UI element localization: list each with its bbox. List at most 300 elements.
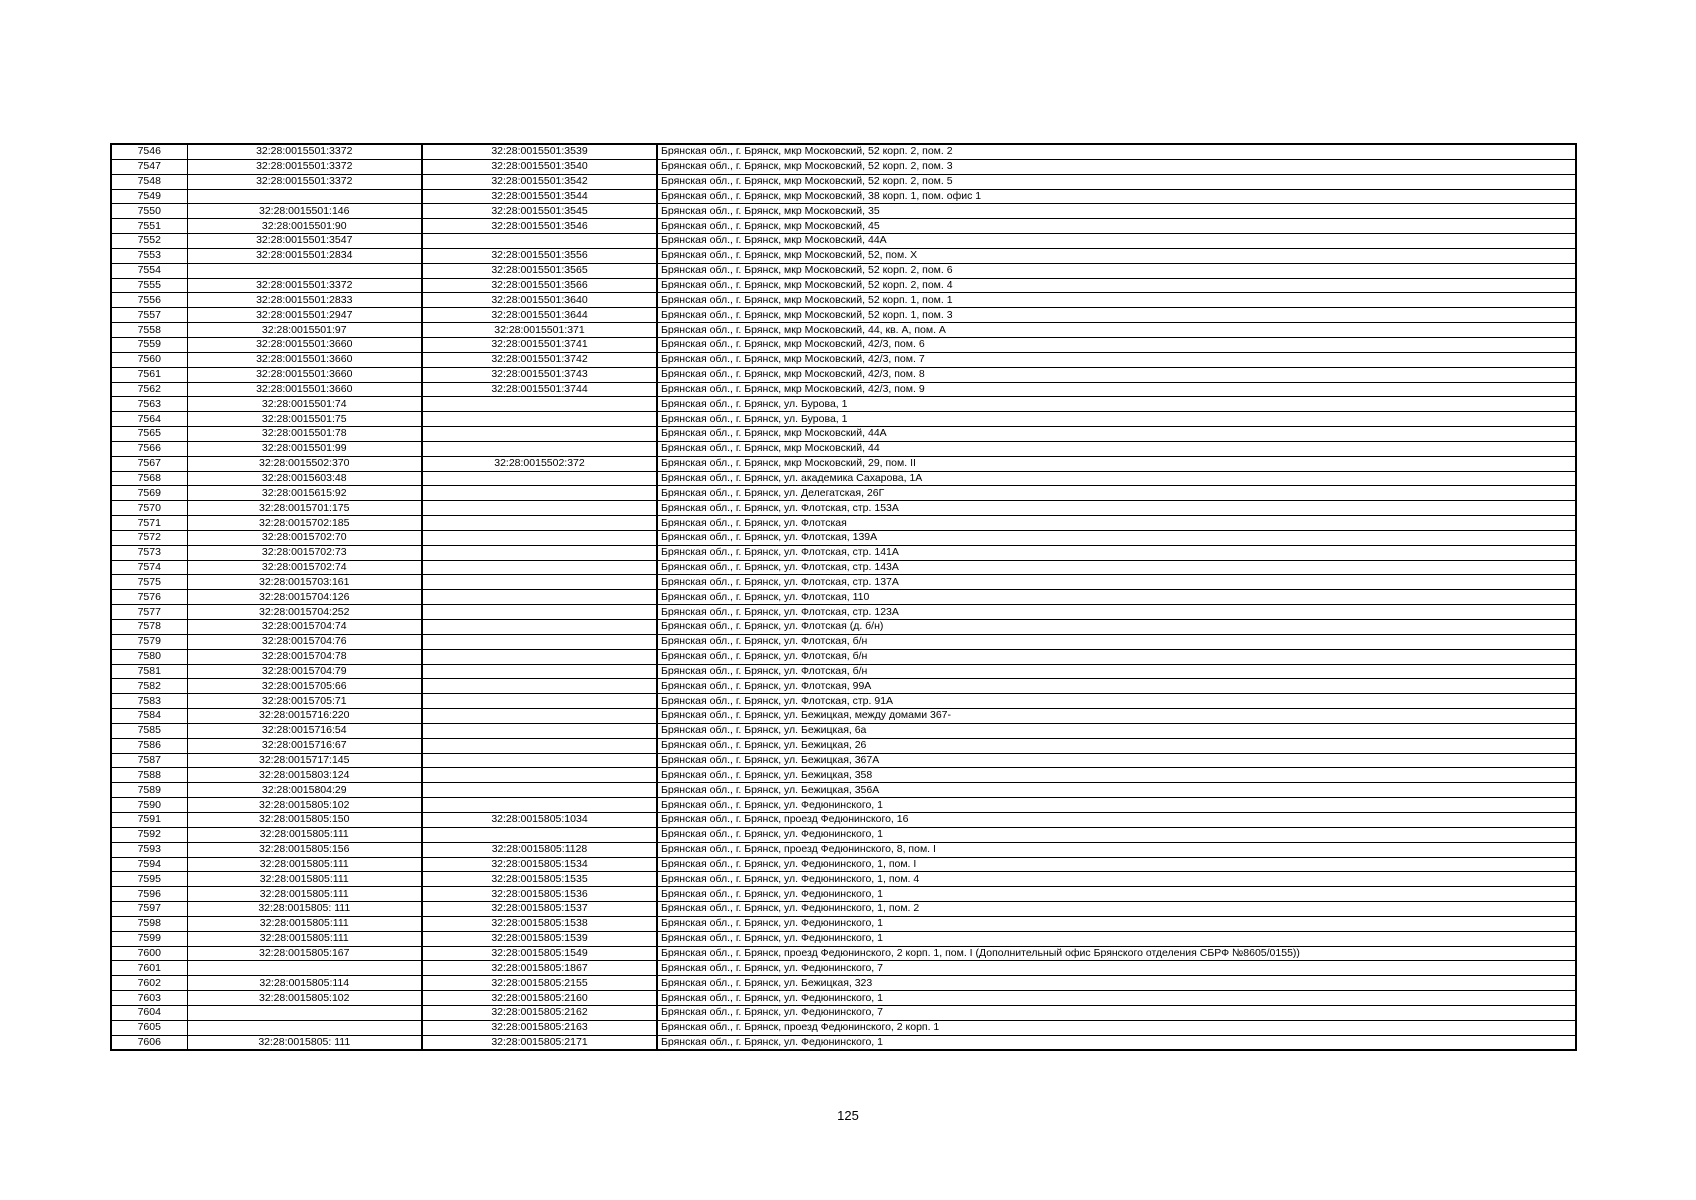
table-row	[111, 946, 1576, 961]
row-number-cell: 7596	[111, 887, 187, 902]
object-number-cell	[422, 723, 657, 738]
row-number-cell: 7570	[111, 501, 187, 516]
table-row	[111, 664, 1576, 679]
row-number-cell: 7586	[111, 738, 187, 753]
object-number-cell	[422, 783, 657, 798]
object-number-cell: 32:28:0015805:2160	[422, 991, 657, 1006]
row-number-cell: 7581	[111, 664, 187, 679]
address-cell: Брянская обл., г. Брянск, ул. Флотская	[657, 516, 1576, 531]
address-cell: Брянская обл., г. Брянск, мкр Московский, 35	[657, 204, 1576, 219]
row-number-cell: 7578	[111, 620, 187, 635]
address-cell: Брянская обл., г. Брянск, проезд Федюнинского, 2 корп. 1	[657, 1020, 1576, 1035]
row-number-cell: 7592	[111, 827, 187, 842]
row-number-cell: 7587	[111, 753, 187, 768]
object-number-cell	[422, 575, 657, 590]
table-row	[111, 382, 1576, 397]
parcel-number-cell: 32:28:0015501:3660	[187, 352, 422, 367]
table-row	[111, 248, 1576, 263]
row-number-cell: 7589	[111, 783, 187, 798]
parcel-number-cell: 32:28:0015805:111	[187, 872, 422, 887]
table-row	[111, 323, 1576, 338]
row-number-cell: 7548	[111, 174, 187, 189]
table-row	[111, 159, 1576, 174]
address-cell: Брянская обл., г. Брянск, ул. Федюнинского, 7	[657, 961, 1576, 976]
row-number-cell: 7550	[111, 204, 187, 219]
address-cell: Брянская обл., г. Брянск, ул. Федюнинского, 1	[657, 991, 1576, 1006]
address-cell: Брянская обл., г. Брянск, ул. Федюнинского, 1	[657, 1035, 1576, 1050]
parcel-number-cell: 32:28:0015501:3372	[187, 278, 422, 293]
table-row	[111, 471, 1576, 486]
address-cell: Брянская обл., г. Брянск, ул. Флотская, стр. 143А	[657, 560, 1576, 575]
address-cell: Брянская обл., г. Брянск, мкр Московский, 42/3, пом. 9	[657, 382, 1576, 397]
parcel-number-cell	[187, 189, 422, 204]
object-number-cell: 32:28:0015805:1536	[422, 887, 657, 902]
address-cell: Брянская обл., г. Брянск, ул. Бежицкая, 356А	[657, 783, 1576, 798]
row-number-cell: 7583	[111, 694, 187, 709]
row-number-cell: 7556	[111, 293, 187, 308]
row-number-cell: 7557	[111, 308, 187, 323]
object-number-cell: 32:28:0015805:1128	[422, 842, 657, 857]
table-row	[111, 916, 1576, 931]
address-cell: Брянская обл., г. Брянск, мкр Московский, 52 корп. 2, пом. 3	[657, 159, 1576, 174]
table-row	[111, 1005, 1576, 1020]
parcel-number-cell: 32:28:0015805:102	[187, 991, 422, 1006]
row-number-cell: 7565	[111, 427, 187, 442]
address-cell: Брянская обл., г. Брянск, мкр Московский, 52 корп. 2, пом. 4	[657, 278, 1576, 293]
object-number-cell: 32:28:0015805:1549	[422, 946, 657, 961]
address-cell: Брянская обл., г. Брянск, мкр Московский, 45	[657, 219, 1576, 234]
parcel-number-cell: 32:28:0015716:220	[187, 709, 422, 724]
object-number-cell: 32:28:0015501:3544	[422, 189, 657, 204]
object-number-cell: 32:28:0015501:3741	[422, 337, 657, 352]
table-row	[111, 991, 1576, 1006]
object-number-cell	[422, 560, 657, 575]
registry-table-body	[111, 144, 1576, 1050]
row-number-cell: 7554	[111, 263, 187, 278]
row-number-cell: 7600	[111, 946, 187, 961]
address-cell: Брянская обл., г. Брянск, ул. Федюнинского, 1	[657, 827, 1576, 842]
table-row	[111, 219, 1576, 234]
address-cell: Брянская обл., г. Брянск, проезд Федюнинского, 16	[657, 812, 1576, 827]
row-number-cell: 7599	[111, 931, 187, 946]
object-number-cell	[422, 664, 657, 679]
parcel-number-cell: 32:28:0015704:79	[187, 664, 422, 679]
parcel-number-cell: 32:28:0015702:73	[187, 545, 422, 560]
parcel-number-cell: 32:28:0015805:150	[187, 812, 422, 827]
row-number-cell: 7577	[111, 605, 187, 620]
parcel-number-cell: 32:28:0015705:71	[187, 694, 422, 709]
object-number-cell: 32:28:0015502:372	[422, 456, 657, 471]
parcel-number-cell: 32:28:0015704:78	[187, 649, 422, 664]
address-cell: Брянская обл., г. Брянск, ул. Флотская, стр. 153А	[657, 501, 1576, 516]
object-number-cell	[422, 516, 657, 531]
table-row	[111, 263, 1576, 278]
parcel-number-cell: 32:28:0015805:167	[187, 946, 422, 961]
row-number-cell: 7591	[111, 812, 187, 827]
address-cell: Брянская обл., г. Брянск, ул. Бурова, 1	[657, 412, 1576, 427]
address-cell: Брянская обл., г. Брянск, ул. Федюнинского, 1, пом. I	[657, 857, 1576, 872]
table-row	[111, 709, 1576, 724]
address-cell: Брянская обл., г. Брянск, ул. Федюнинского, 1	[657, 916, 1576, 931]
table-row	[111, 189, 1576, 204]
object-number-cell: 32:28:0015501:3565	[422, 263, 657, 278]
row-number-cell: 7588	[111, 768, 187, 783]
parcel-number-cell	[187, 1005, 422, 1020]
address-cell: Брянская обл., г. Брянск, мкр Московский, 52 корп. 1, пом. 1	[657, 293, 1576, 308]
table-row	[111, 397, 1576, 412]
table-row	[111, 1035, 1576, 1050]
object-number-cell: 32:28:0015805:2163	[422, 1020, 657, 1035]
address-cell: Брянская обл., г. Брянск, мкр Московский, 42/3, пом. 7	[657, 352, 1576, 367]
row-number-cell: 7558	[111, 323, 187, 338]
table-row	[111, 783, 1576, 798]
address-cell: Брянская обл., г. Брянск, мкр Московский, 52, пом. X	[657, 248, 1576, 263]
parcel-number-cell: 32:28:0015502:370	[187, 456, 422, 471]
object-number-cell	[422, 234, 657, 249]
parcel-number-cell: 32:28:0015702:74	[187, 560, 422, 575]
row-number-cell: 7568	[111, 471, 187, 486]
address-cell: Брянская обл., г. Брянск, проезд Федюнинского, 2 корп. 1, пом. I (Дополнительный офис Брянского отделения СБРФ №8605/0155))	[657, 946, 1576, 961]
row-number-cell: 7597	[111, 902, 187, 917]
object-number-cell: 32:28:0015501:3566	[422, 278, 657, 293]
parcel-number-cell: 32:28:0015501:146	[187, 204, 422, 219]
object-number-cell: 32:28:0015501:3542	[422, 174, 657, 189]
row-number-cell: 7598	[111, 916, 187, 931]
parcel-number-cell: 32:28:0015501:90	[187, 219, 422, 234]
parcel-number-cell: 32:28:0015501:3372	[187, 159, 422, 174]
row-number-cell: 7594	[111, 857, 187, 872]
table-row	[111, 427, 1576, 442]
table-row	[111, 768, 1576, 783]
address-cell: Брянская обл., г. Брянск, ул. Бурова, 1	[657, 397, 1576, 412]
object-number-cell: 32:28:0015501:3744	[422, 382, 657, 397]
object-number-cell	[422, 768, 657, 783]
table-row	[111, 679, 1576, 694]
address-cell: Брянская обл., г. Брянск, мкр Московский, 44А	[657, 427, 1576, 442]
table-row	[111, 634, 1576, 649]
row-number-cell: 7564	[111, 412, 187, 427]
table-row	[111, 204, 1576, 219]
table-row	[111, 308, 1576, 323]
object-number-cell: 32:28:0015501:371	[422, 323, 657, 338]
table-row	[111, 530, 1576, 545]
address-cell: Брянская обл., г. Брянск, ул. Бежицкая, 6а	[657, 723, 1576, 738]
object-number-cell	[422, 634, 657, 649]
parcel-number-cell: 32:28:0015501:3372	[187, 174, 422, 189]
row-number-cell: 7560	[111, 352, 187, 367]
table-row	[111, 412, 1576, 427]
row-number-cell: 7563	[111, 397, 187, 412]
parcel-number-cell: 32:28:0015805:111	[187, 857, 422, 872]
address-cell: Брянская обл., г. Брянск, ул. Бежицкая, 367А	[657, 753, 1576, 768]
parcel-number-cell: 32:28:0015805:111	[187, 827, 422, 842]
address-cell: Брянская обл., г. Брянск, ул. Бежицкая, 323	[657, 976, 1576, 991]
table-row	[111, 293, 1576, 308]
row-number-cell: 7590	[111, 798, 187, 813]
object-number-cell	[422, 530, 657, 545]
address-cell: Брянская обл., г. Брянск, мкр Московский, 52 корп. 2, пом. 5	[657, 174, 1576, 189]
address-cell: Брянская обл., г. Брянск, ул. Флотская, 99А	[657, 679, 1576, 694]
address-cell: Брянская обл., г. Брянск, ул. Флотская, б/н	[657, 664, 1576, 679]
table-row	[111, 590, 1576, 605]
object-number-cell: 32:28:0015501:3743	[422, 367, 657, 382]
address-cell: Брянская обл., г. Брянск, мкр Московский, 29, пом. II	[657, 456, 1576, 471]
object-number-cell	[422, 501, 657, 516]
parcel-number-cell: 32:28:0015603:48	[187, 471, 422, 486]
parcel-number-cell	[187, 1020, 422, 1035]
row-number-cell: 7561	[111, 367, 187, 382]
table-row	[111, 605, 1576, 620]
parcel-number-cell: 32:28:0015704:74	[187, 620, 422, 635]
address-cell: Брянская обл., г. Брянск, мкр Московский, 44, кв. А, пом. А	[657, 323, 1576, 338]
table-row	[111, 961, 1576, 976]
object-number-cell	[422, 679, 657, 694]
table-row	[111, 694, 1576, 709]
row-number-cell: 7574	[111, 560, 187, 575]
table-row	[111, 620, 1576, 635]
table-row	[111, 441, 1576, 456]
address-cell: Брянская обл., г. Брянск, ул. Федюнинского, 7	[657, 1005, 1576, 1020]
parcel-number-cell: 32:28:0015805:111	[187, 887, 422, 902]
row-number-cell: 7605	[111, 1020, 187, 1035]
object-number-cell	[422, 441, 657, 456]
table-row	[111, 560, 1576, 575]
parcel-number-cell: 32:28:0015704:252	[187, 605, 422, 620]
row-number-cell: 7606	[111, 1035, 187, 1050]
parcel-number-cell: 32:28:0015805: 111	[187, 902, 422, 917]
object-number-cell	[422, 694, 657, 709]
parcel-number-cell: 32:28:0015501:2834	[187, 248, 422, 263]
address-cell: Брянская обл., г. Брянск, мкр Московский, 52 корп. 2, пом. 2	[657, 144, 1576, 159]
parcel-number-cell: 32:28:0015705:66	[187, 679, 422, 694]
object-number-cell	[422, 738, 657, 753]
object-number-cell	[422, 620, 657, 635]
table-row	[111, 174, 1576, 189]
table-row	[111, 827, 1576, 842]
address-cell: Брянская обл., г. Брянск, ул. Федюнинского, 1	[657, 887, 1576, 902]
parcel-number-cell: 32:28:0015803:124	[187, 768, 422, 783]
parcel-number-cell: 32:28:0015501:3660	[187, 382, 422, 397]
object-number-cell: 32:28:0015805:1867	[422, 961, 657, 976]
row-number-cell: 7555	[111, 278, 187, 293]
object-number-cell: 32:28:0015501:3640	[422, 293, 657, 308]
parcel-number-cell: 32:28:0015501:75	[187, 412, 422, 427]
row-number-cell: 7601	[111, 961, 187, 976]
object-number-cell	[422, 590, 657, 605]
parcel-number-cell: 32:28:0015615:92	[187, 486, 422, 501]
object-number-cell	[422, 412, 657, 427]
address-cell: Брянская обл., г. Брянск, мкр Московский, 52 корп. 2, пом. 6	[657, 263, 1576, 278]
address-cell: Брянская обл., г. Брянск, ул. Флотская, стр. 137А	[657, 575, 1576, 590]
row-number-cell: 7602	[111, 976, 187, 991]
row-number-cell: 7551	[111, 219, 187, 234]
row-number-cell: 7552	[111, 234, 187, 249]
parcel-number-cell: 32:28:0015501:97	[187, 323, 422, 338]
address-cell: Брянская обл., г. Брянск, ул. Флотская, б/н	[657, 634, 1576, 649]
row-number-cell: 7566	[111, 441, 187, 456]
table-row	[111, 575, 1576, 590]
parcel-number-cell: 32:28:0015501:99	[187, 441, 422, 456]
row-number-cell: 7562	[111, 382, 187, 397]
row-number-cell: 7595	[111, 872, 187, 887]
object-number-cell	[422, 427, 657, 442]
address-cell: Брянская обл., г. Брянск, ул. Бежицкая, между домами 367-	[657, 709, 1576, 724]
table-row	[111, 931, 1576, 946]
parcel-number-cell: 32:28:0015702:185	[187, 516, 422, 531]
row-number-cell: 7582	[111, 679, 187, 694]
table-row	[111, 842, 1576, 857]
row-number-cell: 7553	[111, 248, 187, 263]
address-cell: Брянская обл., г. Брянск, проезд Федюнинского, 8, пом. I	[657, 842, 1576, 857]
parcel-number-cell: 32:28:0015717:145	[187, 753, 422, 768]
parcel-number-cell: 32:28:0015805:111	[187, 916, 422, 931]
parcel-number-cell: 32:28:0015805: 111	[187, 1035, 422, 1050]
parcel-number-cell: 32:28:0015805:156	[187, 842, 422, 857]
parcel-number-cell: 32:28:0015501:3660	[187, 337, 422, 352]
object-number-cell: 32:28:0015805:1539	[422, 931, 657, 946]
address-cell: Брянская обл., г. Брянск, ул. Флотская, 110	[657, 590, 1576, 605]
object-number-cell: 32:28:0015501:3539	[422, 144, 657, 159]
table-row	[111, 501, 1576, 516]
table-row	[111, 887, 1576, 902]
address-cell: Брянская обл., г. Брянск, мкр Московский, 38 корп. 1, пом. офис 1	[657, 189, 1576, 204]
object-number-cell: 32:28:0015501:3644	[422, 308, 657, 323]
row-number-cell: 7585	[111, 723, 187, 738]
object-number-cell: 32:28:0015805:1537	[422, 902, 657, 917]
address-cell: Брянская обл., г. Брянск, ул. Делегатская, 26Г	[657, 486, 1576, 501]
table-row	[111, 1020, 1576, 1035]
row-number-cell: 7593	[111, 842, 187, 857]
object-number-cell	[422, 545, 657, 560]
row-number-cell: 7573	[111, 545, 187, 560]
table-row	[111, 738, 1576, 753]
object-number-cell: 32:28:0015501:3556	[422, 248, 657, 263]
object-number-cell: 32:28:0015805:1534	[422, 857, 657, 872]
row-number-cell: 7603	[111, 991, 187, 1006]
parcel-number-cell	[187, 961, 422, 976]
table-row	[111, 723, 1576, 738]
row-number-cell: 7604	[111, 1005, 187, 1020]
object-number-cell: 32:28:0015501:3540	[422, 159, 657, 174]
table-row	[111, 144, 1576, 159]
parcel-number-cell: 32:28:0015804:29	[187, 783, 422, 798]
address-cell: Брянская обл., г. Брянск, ул. Флотская, б/н	[657, 649, 1576, 664]
object-number-cell	[422, 753, 657, 768]
row-number-cell: 7571	[111, 516, 187, 531]
parcel-number-cell: 32:28:0015704:76	[187, 634, 422, 649]
object-number-cell	[422, 486, 657, 501]
address-cell: Брянская обл., г. Брянск, ул. Флотская, 139А	[657, 530, 1576, 545]
table-row	[111, 812, 1576, 827]
table-row	[111, 367, 1576, 382]
parcel-number-cell: 32:28:0015805:111	[187, 931, 422, 946]
parcel-number-cell: 32:28:0015501:3372	[187, 144, 422, 159]
parcel-number-cell: 32:28:0015501:2833	[187, 293, 422, 308]
address-cell: Брянская обл., г. Брянск, ул. Федюнинского, 1	[657, 798, 1576, 813]
address-cell: Брянская обл., г. Брянск, мкр Московский, 42/3, пом. 8	[657, 367, 1576, 382]
parcel-number-cell: 32:28:0015805:102	[187, 798, 422, 813]
row-number-cell: 7567	[111, 456, 187, 471]
row-number-cell: 7575	[111, 575, 187, 590]
table-row	[111, 753, 1576, 768]
address-cell: Брянская обл., г. Брянск, ул. Флотская, стр. 141А	[657, 545, 1576, 560]
object-number-cell: 32:28:0015501:3546	[422, 219, 657, 234]
parcel-number-cell: 32:28:0015805:114	[187, 976, 422, 991]
table-row	[111, 234, 1576, 249]
parcel-number-cell: 32:28:0015501:78	[187, 427, 422, 442]
object-number-cell	[422, 471, 657, 486]
row-number-cell: 7584	[111, 709, 187, 724]
table-row	[111, 337, 1576, 352]
table-row	[111, 798, 1576, 813]
row-number-cell: 7572	[111, 530, 187, 545]
object-number-cell	[422, 709, 657, 724]
address-cell: Брянская обл., г. Брянск, мкр Московский, 52 корп. 1, пом. 3	[657, 308, 1576, 323]
table-row	[111, 857, 1576, 872]
object-number-cell	[422, 649, 657, 664]
parcel-number-cell: 32:28:0015501:3547	[187, 234, 422, 249]
address-cell: Брянская обл., г. Брянск, ул. Флотская, стр. 123А	[657, 605, 1576, 620]
row-number-cell: 7580	[111, 649, 187, 664]
table-row	[111, 486, 1576, 501]
address-cell: Брянская обл., г. Брянск, ул. Флотская (д. б/н)	[657, 620, 1576, 635]
object-number-cell: 32:28:0015805:1538	[422, 916, 657, 931]
table-row	[111, 352, 1576, 367]
table-row	[111, 456, 1576, 471]
parcel-number-cell: 32:28:0015501:2947	[187, 308, 422, 323]
object-number-cell: 32:28:0015805:2171	[422, 1035, 657, 1050]
object-number-cell: 32:28:0015805:2155	[422, 976, 657, 991]
object-number-cell: 32:28:0015501:3545	[422, 204, 657, 219]
table-row	[111, 976, 1576, 991]
object-number-cell	[422, 798, 657, 813]
parcel-number-cell	[187, 263, 422, 278]
table-row	[111, 516, 1576, 531]
parcel-number-cell: 32:28:0015501:3660	[187, 367, 422, 382]
parcel-number-cell: 32:28:0015703:161	[187, 575, 422, 590]
address-cell: Брянская обл., г. Брянск, ул. Флотская, стр. 91А	[657, 694, 1576, 709]
address-cell: Брянская обл., г. Брянск, ул. Федюнинского, 1, пом. 2	[657, 902, 1576, 917]
address-cell: Брянская обл., г. Брянск, ул. Федюнинского, 1, пом. 4	[657, 872, 1576, 887]
parcel-number-cell: 32:28:0015704:126	[187, 590, 422, 605]
address-cell: Брянская обл., г. Брянск, мкр Московский, 44	[657, 441, 1576, 456]
row-number-cell: 7569	[111, 486, 187, 501]
registry-table	[110, 143, 1577, 1051]
table-row	[111, 649, 1576, 664]
address-cell: Брянская обл., г. Брянск, мкр Московский, 42/3, пом. 6	[657, 337, 1576, 352]
object-number-cell: 32:28:0015805:2162	[422, 1005, 657, 1020]
object-number-cell	[422, 827, 657, 842]
table-row	[111, 872, 1576, 887]
parcel-number-cell: 32:28:0015716:67	[187, 738, 422, 753]
row-number-cell: 7546	[111, 144, 187, 159]
row-number-cell: 7579	[111, 634, 187, 649]
object-number-cell	[422, 605, 657, 620]
address-cell: Брянская обл., г. Брянск, ул. Бежицкая, 26	[657, 738, 1576, 753]
row-number-cell: 7547	[111, 159, 187, 174]
page-number: 125	[837, 1108, 859, 1123]
address-cell: Брянская обл., г. Брянск, ул. академика Сахарова, 1А	[657, 471, 1576, 486]
table-row	[111, 545, 1576, 560]
table-row	[111, 902, 1576, 917]
row-number-cell: 7549	[111, 189, 187, 204]
address-cell: Брянская обл., г. Брянск, ул. Федюнинского, 1	[657, 931, 1576, 946]
object-number-cell: 32:28:0015805:1034	[422, 812, 657, 827]
parcel-number-cell: 32:28:0015716:54	[187, 723, 422, 738]
parcel-number-cell: 32:28:0015501:74	[187, 397, 422, 412]
table-row	[111, 278, 1576, 293]
address-cell: Брянская обл., г. Брянск, мкр Московский, 44А	[657, 234, 1576, 249]
